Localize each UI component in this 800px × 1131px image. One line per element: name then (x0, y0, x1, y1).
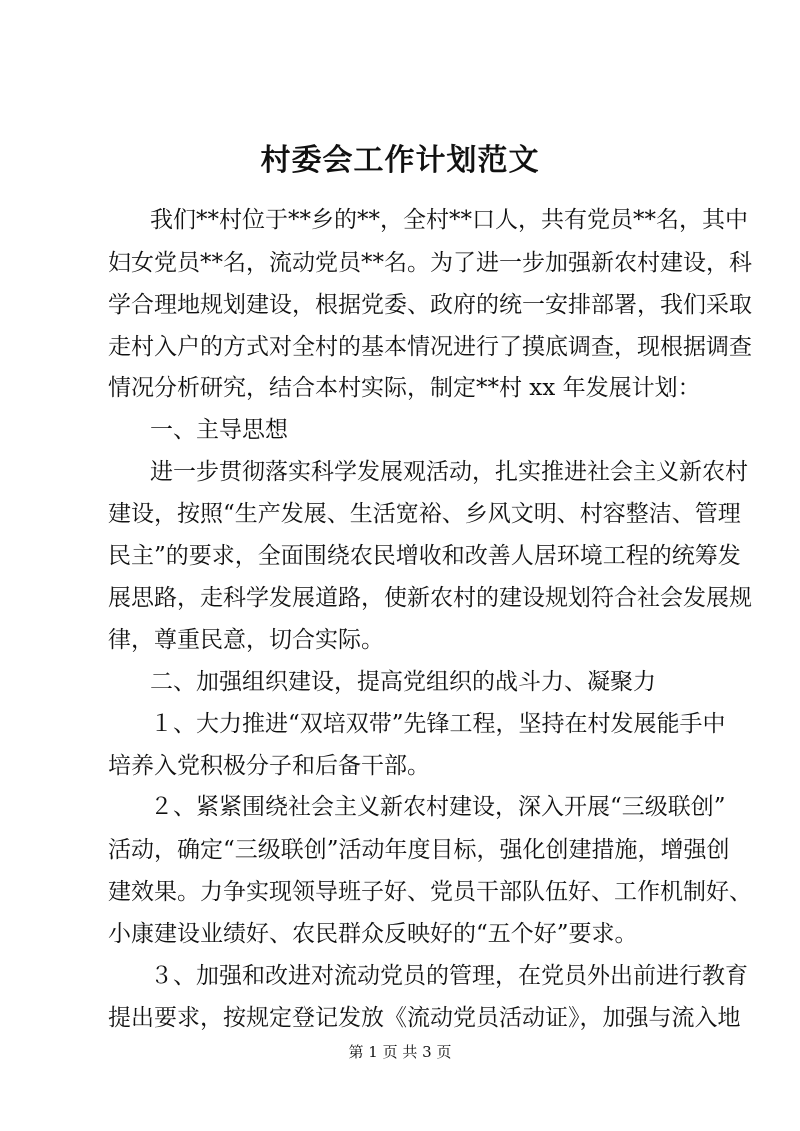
paragraph-line: 律，尊重民意，切合实际。 (108, 627, 384, 653)
paragraph-line: 建设，按照“生产发展、生活宽裕、乡风文明、村容整洁、管理 (108, 501, 741, 527)
paragraph-line: 培养入党积极分子和后备干部。 (108, 753, 430, 779)
section-heading: 二、加强组织建设，提高党组织的战斗力、凝聚力 (150, 669, 656, 695)
paragraph-line: 走村入户的方式对全村的基本情况进行了摸底调查，现根据调查 (108, 334, 752, 360)
paragraph-line: 展思路，走科学发展道路，使新农村的建设规划符合社会发展规 (108, 585, 752, 611)
paragraph-line: 提出要求，按规定登记发放《流动党员活动证》，加强与流入地 (108, 1005, 741, 1031)
paragraph-line: 妇女党员**名，流动党员**名。为了进一步加强新农村建设，科 (108, 250, 752, 276)
paragraph-line: 民主”的要求，全面围绕农民增收和改善人居环境工程的统筹发 (108, 543, 741, 569)
page-footer: 第 1 页 共 3 页 (348, 1043, 452, 1061)
paragraph-line: 学合理地规划建设，根据党委、政府的统一安排部署，我们采取 (108, 292, 752, 318)
paragraph-line: ２、紧紧围绕社会主义新农村建设，深入开展“三级联创” (150, 794, 726, 820)
paragraph-line: 小康建设业绩好、农民群众反映好的“五个好”要求。 (108, 921, 638, 947)
document-title: 村委会工作计划范文 (260, 143, 540, 178)
paragraph-line: ３、加强和改进对流动党员的管理，在党员外出前进行教育 (150, 963, 748, 989)
paragraph-line: １、大力推进“双培双带”先锋工程，坚持在村发展能手中 (150, 711, 726, 737)
paragraph-line: 活动，确定“三级联创”活动年度目标，强化创建措施，增强创 (108, 837, 730, 863)
paragraph-line: 我们**村位于**乡的**，全村**口人，共有党员**名，其中 (150, 207, 748, 233)
paragraph-line: 进一步贯彻落实科学发展观活动，扎实推进社会主义新农村 (150, 459, 748, 485)
paragraph-line: 情况分析研究，结合本村实际，制定**村 xx 年发展计划： (108, 375, 701, 401)
paragraph-line: 建效果。力争实现领导班子好、党员干部队伍好、工作机制好、 (108, 879, 752, 905)
section-heading: 一、主导思想 (150, 417, 288, 443)
